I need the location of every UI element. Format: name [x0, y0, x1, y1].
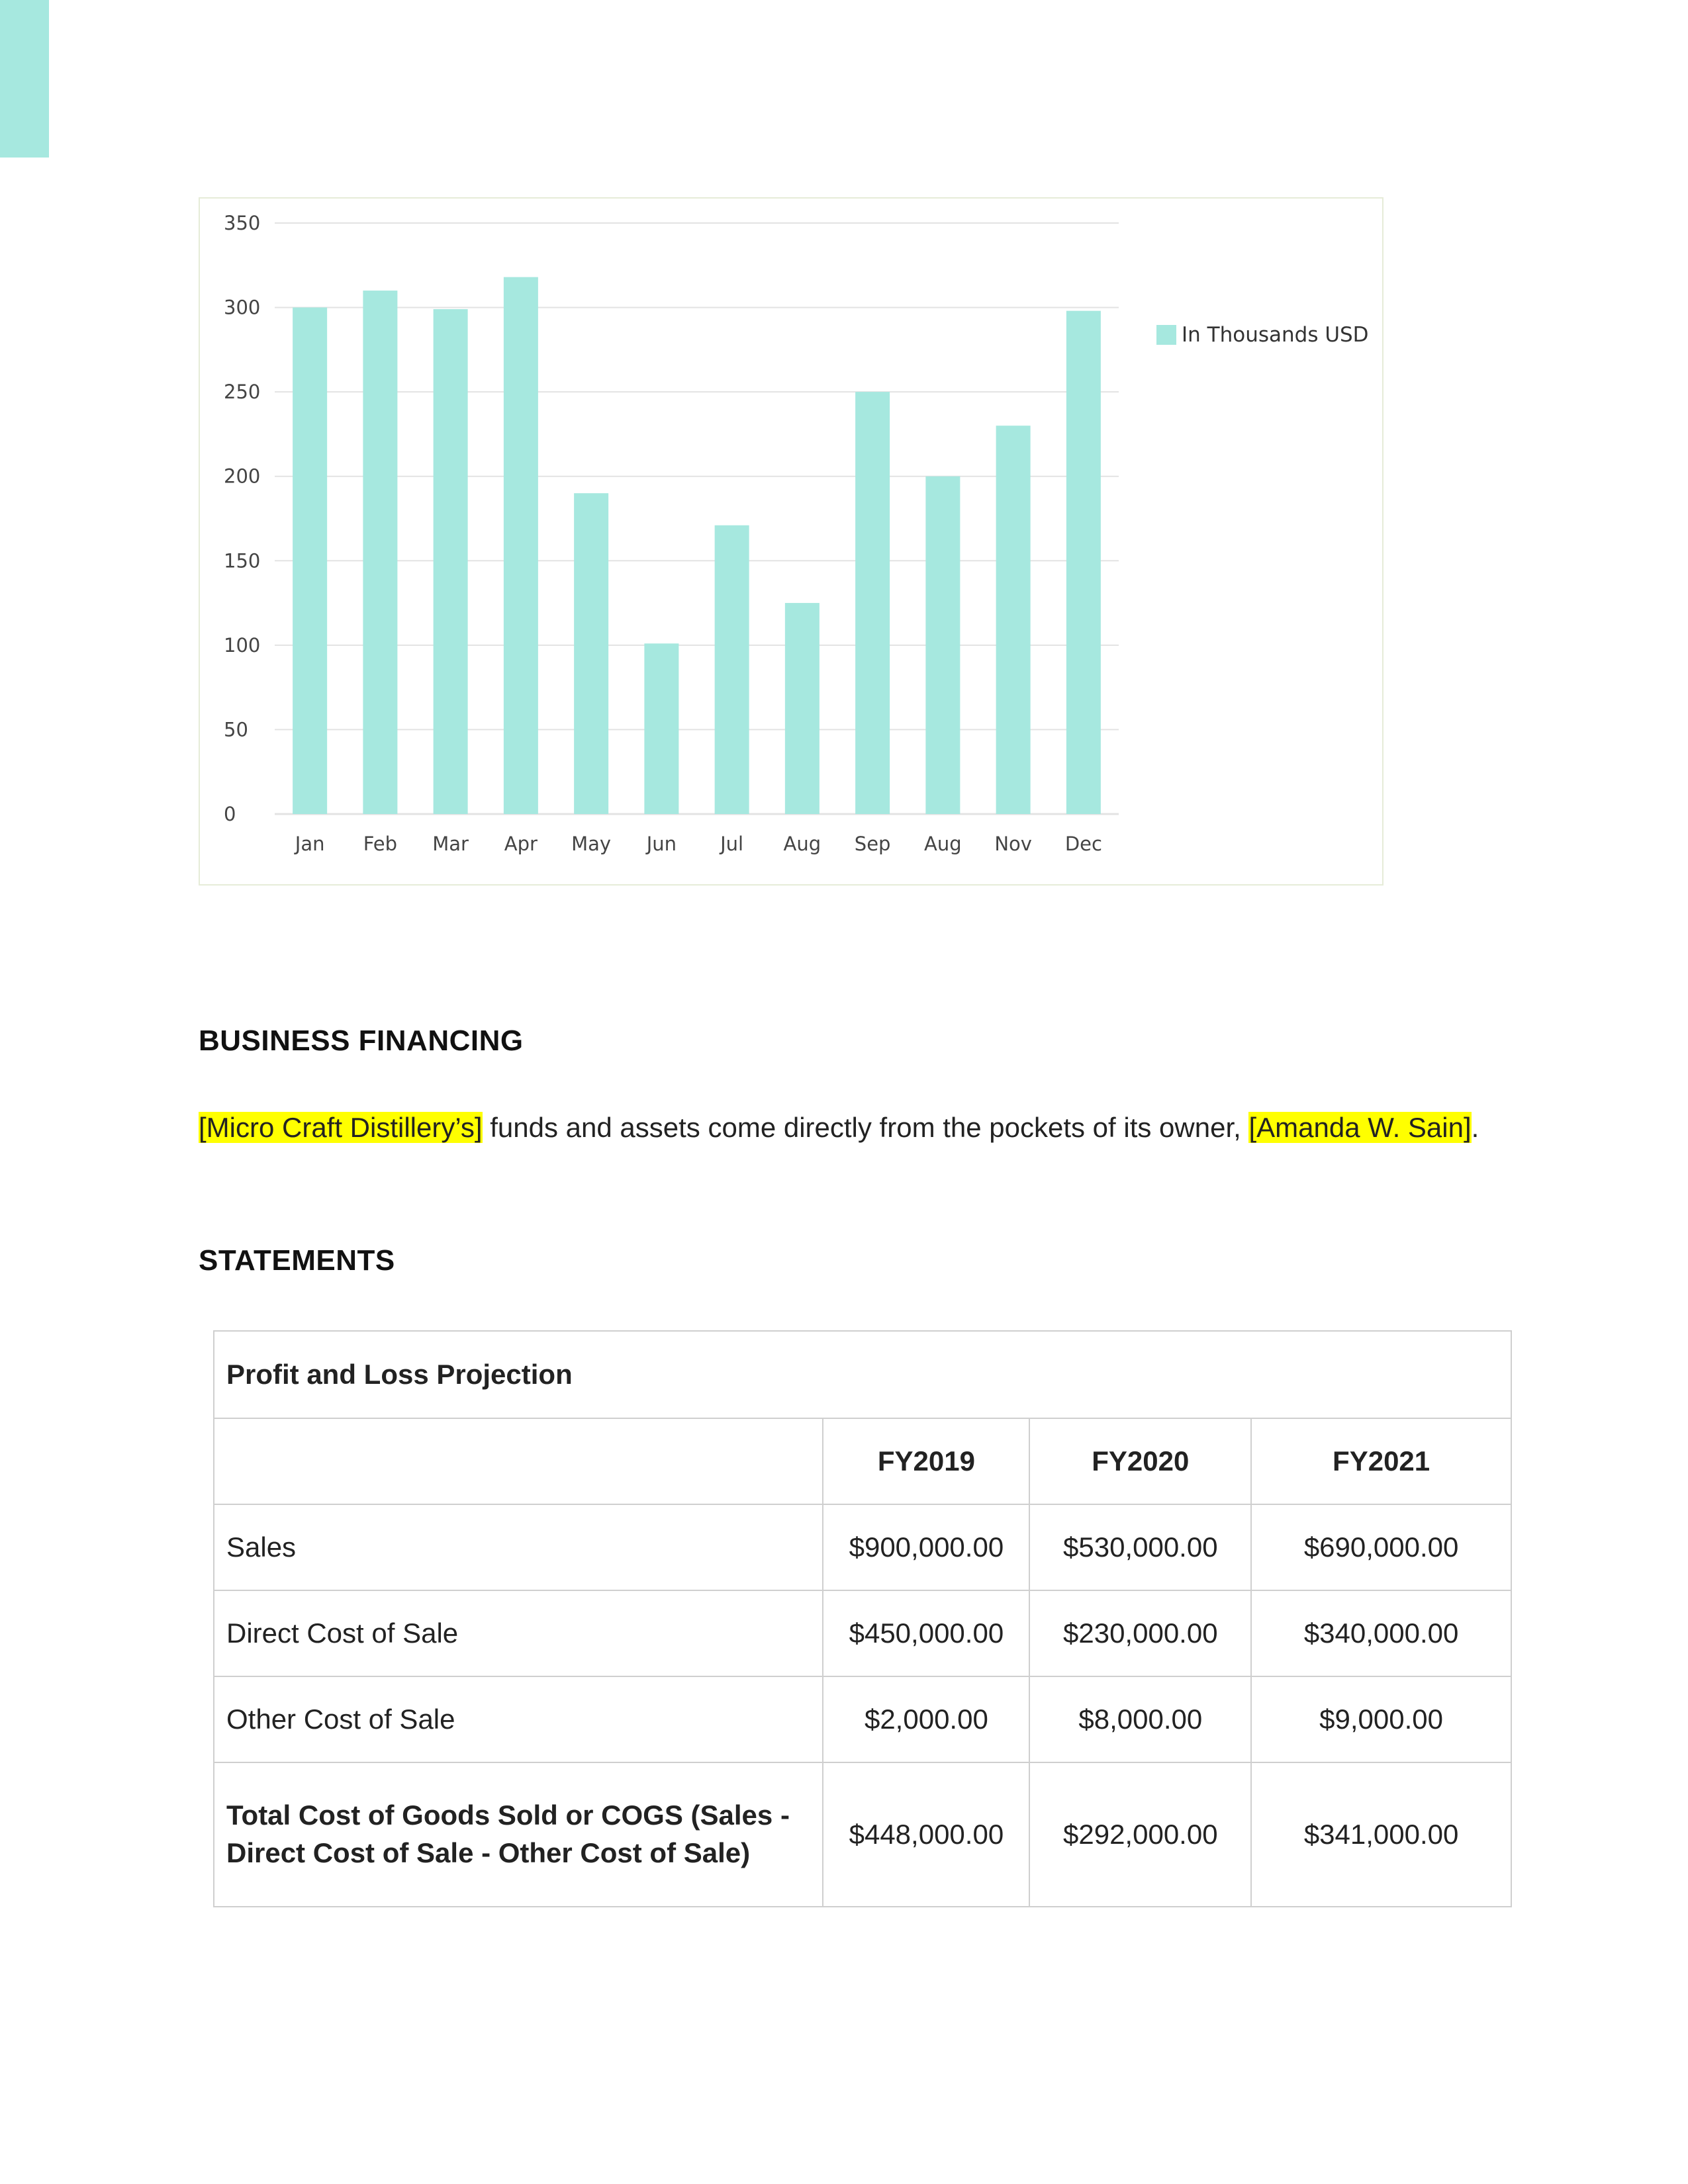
- cell-value: $690,000.00: [1251, 1504, 1511, 1590]
- bar: [293, 308, 327, 814]
- y-tick-label: 50: [224, 718, 248, 741]
- row-label-line: Total Cost of Goods Sold or COGS (Sales -: [226, 1799, 790, 1831]
- x-tick-label: Jul: [720, 833, 744, 855]
- y-tick-label: 350: [224, 212, 261, 234]
- bar: [644, 643, 679, 814]
- x-tick-label: May: [571, 833, 612, 855]
- cell-value: $2,000.00: [823, 1676, 1029, 1762]
- table-row-sales: [214, 1504, 1511, 1590]
- bar: [855, 392, 890, 814]
- y-tick-label: 200: [224, 465, 261, 488]
- row-label-total: [214, 1762, 823, 1907]
- x-tick-label: Aug: [924, 833, 962, 855]
- x-tick-label: Sep: [854, 833, 891, 855]
- cell-value: $8,000.00: [1029, 1676, 1251, 1762]
- header-cell-fy2021: FY2021: [1251, 1418, 1511, 1504]
- x-tick-label: Mar: [432, 833, 469, 855]
- bar: [996, 426, 1031, 814]
- row-label: Direct Cost of Sale: [214, 1590, 823, 1676]
- y-tick-label: 150: [224, 549, 261, 572]
- bar: [925, 477, 960, 814]
- y-tick-label: 250: [224, 381, 261, 404]
- cell-value: $292,000.00: [1029, 1762, 1251, 1907]
- legend-label: In Thousands USD: [1182, 323, 1369, 347]
- x-tick-label: Feb: [363, 833, 398, 855]
- y-tick-label: 0: [224, 803, 236, 825]
- bar: [1066, 311, 1101, 814]
- financing-text-end: .: [1471, 1112, 1479, 1143]
- x-tick-label: Apr: [504, 833, 538, 855]
- x-tick-label: Aug: [783, 833, 821, 855]
- chart-legend: [1156, 323, 1369, 347]
- cell-value: $530,000.00: [1029, 1504, 1251, 1590]
- row-label: Other Cost of Sale: [214, 1676, 823, 1762]
- x-tick-label: Nov: [994, 833, 1032, 855]
- header-cell-fy2019: FY2019: [823, 1418, 1029, 1504]
- company-name-highlight: [Micro Craft Distillery’s]: [199, 1112, 483, 1143]
- table-row-direct-cost: [214, 1590, 1511, 1676]
- table-header-row: [214, 1418, 1511, 1504]
- bar: [715, 525, 749, 814]
- bar: [504, 277, 538, 814]
- y-tick-label: 100: [224, 633, 261, 657]
- table-title: Profit and Loss Projection: [214, 1331, 1511, 1418]
- legend-swatch: [1156, 325, 1176, 345]
- cell-value: $450,000.00: [823, 1590, 1029, 1676]
- bar: [574, 493, 608, 814]
- cell-value: $448,000.00: [823, 1762, 1029, 1907]
- cell-value: $9,000.00: [1251, 1676, 1511, 1762]
- bar: [434, 309, 468, 814]
- owner-name-highlight: [Amanda W. Sain]: [1248, 1112, 1472, 1143]
- header-cell-fy2020: FY2020: [1029, 1418, 1251, 1504]
- y-tick-label: 300: [224, 296, 261, 319]
- financing-text-middle: funds and assets come directly from the pockets of its owner,: [482, 1112, 1249, 1143]
- cell-value: $230,000.00: [1029, 1590, 1251, 1676]
- financing-paragraph: [199, 1112, 1479, 1144]
- table-row-total-cogs: [214, 1762, 1511, 1907]
- cell-value: $341,000.00: [1251, 1762, 1511, 1907]
- bar: [785, 603, 820, 814]
- x-tick-label: Jun: [646, 833, 677, 855]
- header-cell-empty: [214, 1418, 823, 1504]
- business-financing-heading: BUSINESS FINANCING: [199, 1024, 524, 1057]
- table-row-other-cost: [214, 1676, 1511, 1762]
- row-label: Sales: [214, 1504, 823, 1590]
- statements-heading: STATEMENTS: [199, 1244, 395, 1277]
- cell-value: $340,000.00: [1251, 1590, 1511, 1676]
- profit-loss-table: [213, 1330, 1512, 1907]
- x-tick-label: Jan: [295, 833, 325, 855]
- bar: [363, 291, 397, 814]
- row-label-line: Direct Cost of Sale - Other Cost of Sale): [226, 1837, 751, 1868]
- bar-chart: [0, 0, 1688, 927]
- x-tick-label: Dec: [1064, 833, 1102, 855]
- cell-value: $900,000.00: [823, 1504, 1029, 1590]
